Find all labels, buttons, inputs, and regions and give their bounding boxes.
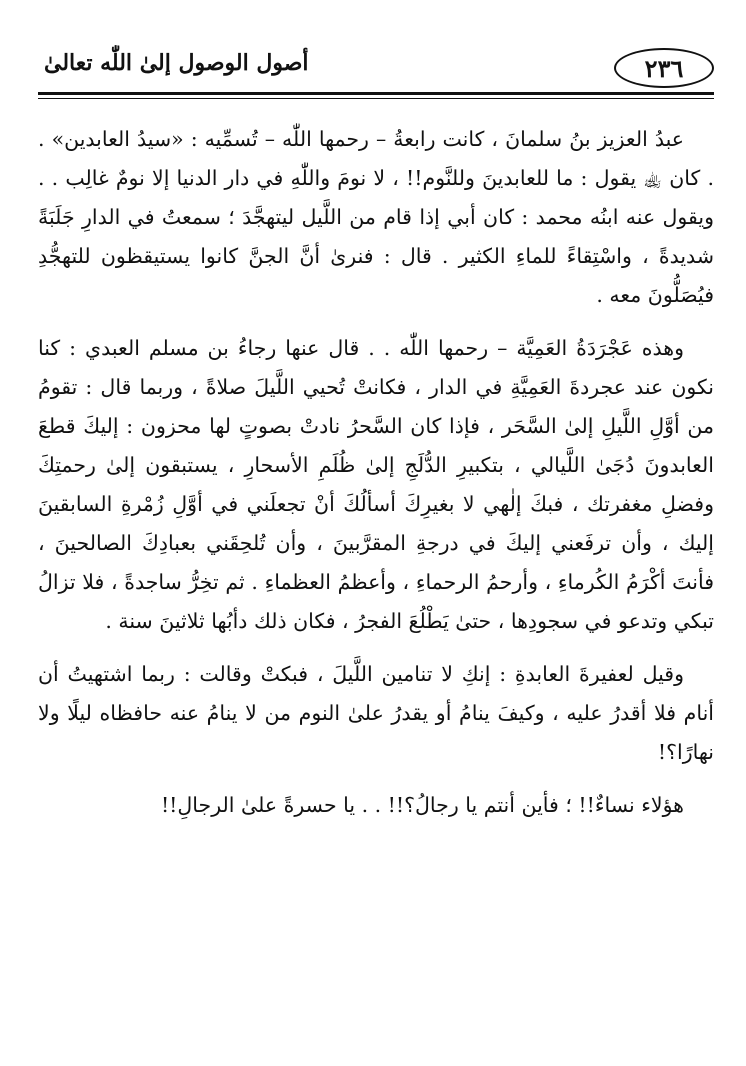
- page-number: ٢٣٦: [614, 48, 714, 88]
- paragraph-3: وقيل لعفيرةَ العابدةِ : إنكِ لا تنامين اللَّيلَ ، فبكتْ وقالت : ربما اشتهيتُ أن أنام فلا أقدرُ عليه ، وكيفَ ينامُ أو يقدرُ علىٰ النوم من لا ينامُ عنه حافظاه ليلًا ولا نهارًا؟!: [38, 662, 714, 764]
- book-page: [38, 40, 714, 1040]
- paragraph-4: هؤلاء نساءٌ!! ؛ فأين أنتم يا رجالُ؟!! . . يا حسرةً علىٰ الرجالِ!!: [160, 793, 684, 817]
- body-text: [38, 120, 714, 825]
- running-title: أصول الوصول إلىٰ اللّٰه تعالىٰ: [44, 50, 309, 76]
- paragraph-2: وهذه عَجْرَدَةُ العَمِيَّة – رحمها اللّٰه . . قال عنها رجاءُ بن مسلم العبدي : كنا نكون عند عجردةَ العَمِيَّةِ في الدار ، فكانتْ تُحيي اللَّيلَ صلاةً ، وربما قال : تقومُ من أوَّلِ اللَّيلِ إلىٰ السَّحَر ، فإذا كان السَّحرُ نادتْ بصوتٍ لها محزون : إليكَ قطعَ العابدونَ دُجَىٰ اللَّيالي ، بتكبيرِ الدُّلَجِ إلىٰ ظُلَمِ الأسحارِ ، يستبقون إلىٰ رحمتِكَ وفضلِ مغفرتك ، فبكَ إلٰهي لا بغيرِكَ أسألُكَ أنْ تجعلَني في أوَّلِ زُمْرةِ السابقينَ إليك ، وأن ترفَعني إليكَ في درجةِ المقرَّبينَ ، وأن تُلحِقَني بعبادِكَ الصالحينَ ، فأنتَ أكْرَمُ الكُرماءِ ، وأرحمُ الرحماءِ ، وأعظمُ العظماءِ . ثم تخِرُّ ساجدةً ، فلا تزالُ تبكي وتدعو في سجودِها ، حتىٰ يَطْلُعَ الفجرُ ، فكان ذلك دأبُها ثلاثينَ سنة .: [38, 336, 714, 633]
- header-rule-thick: [38, 92, 714, 95]
- header-rule-thin: [38, 98, 714, 99]
- page-header: [38, 40, 714, 96]
- paragraph-1: عبدُ العزيز بنُ سلمانَ ، كانت رابعةُ – رحمها اللّٰه – تُسمِّيه : «سيدُ العابدين» . . كان ﵀ يقول : ما للعابدينَ وللنَّوم!! ، لا نومَ واللّٰهِ في دار الدنيا إلا نومٌ غالِب . . ويقول عنه ابنُه محمد : كان أبي إذا قام من اللَّيل ليتهجَّدَ ؛ سمعتُ في الدارِ جَلَبَةً شديدةً ، واسْتِقاءً للماءِ الكثير . قال : فنرىٰ أنَّ الجنَّ كانوا يستيقظون للتهجُّدِ فيُصَلُّونَ معه .: [38, 127, 714, 307]
